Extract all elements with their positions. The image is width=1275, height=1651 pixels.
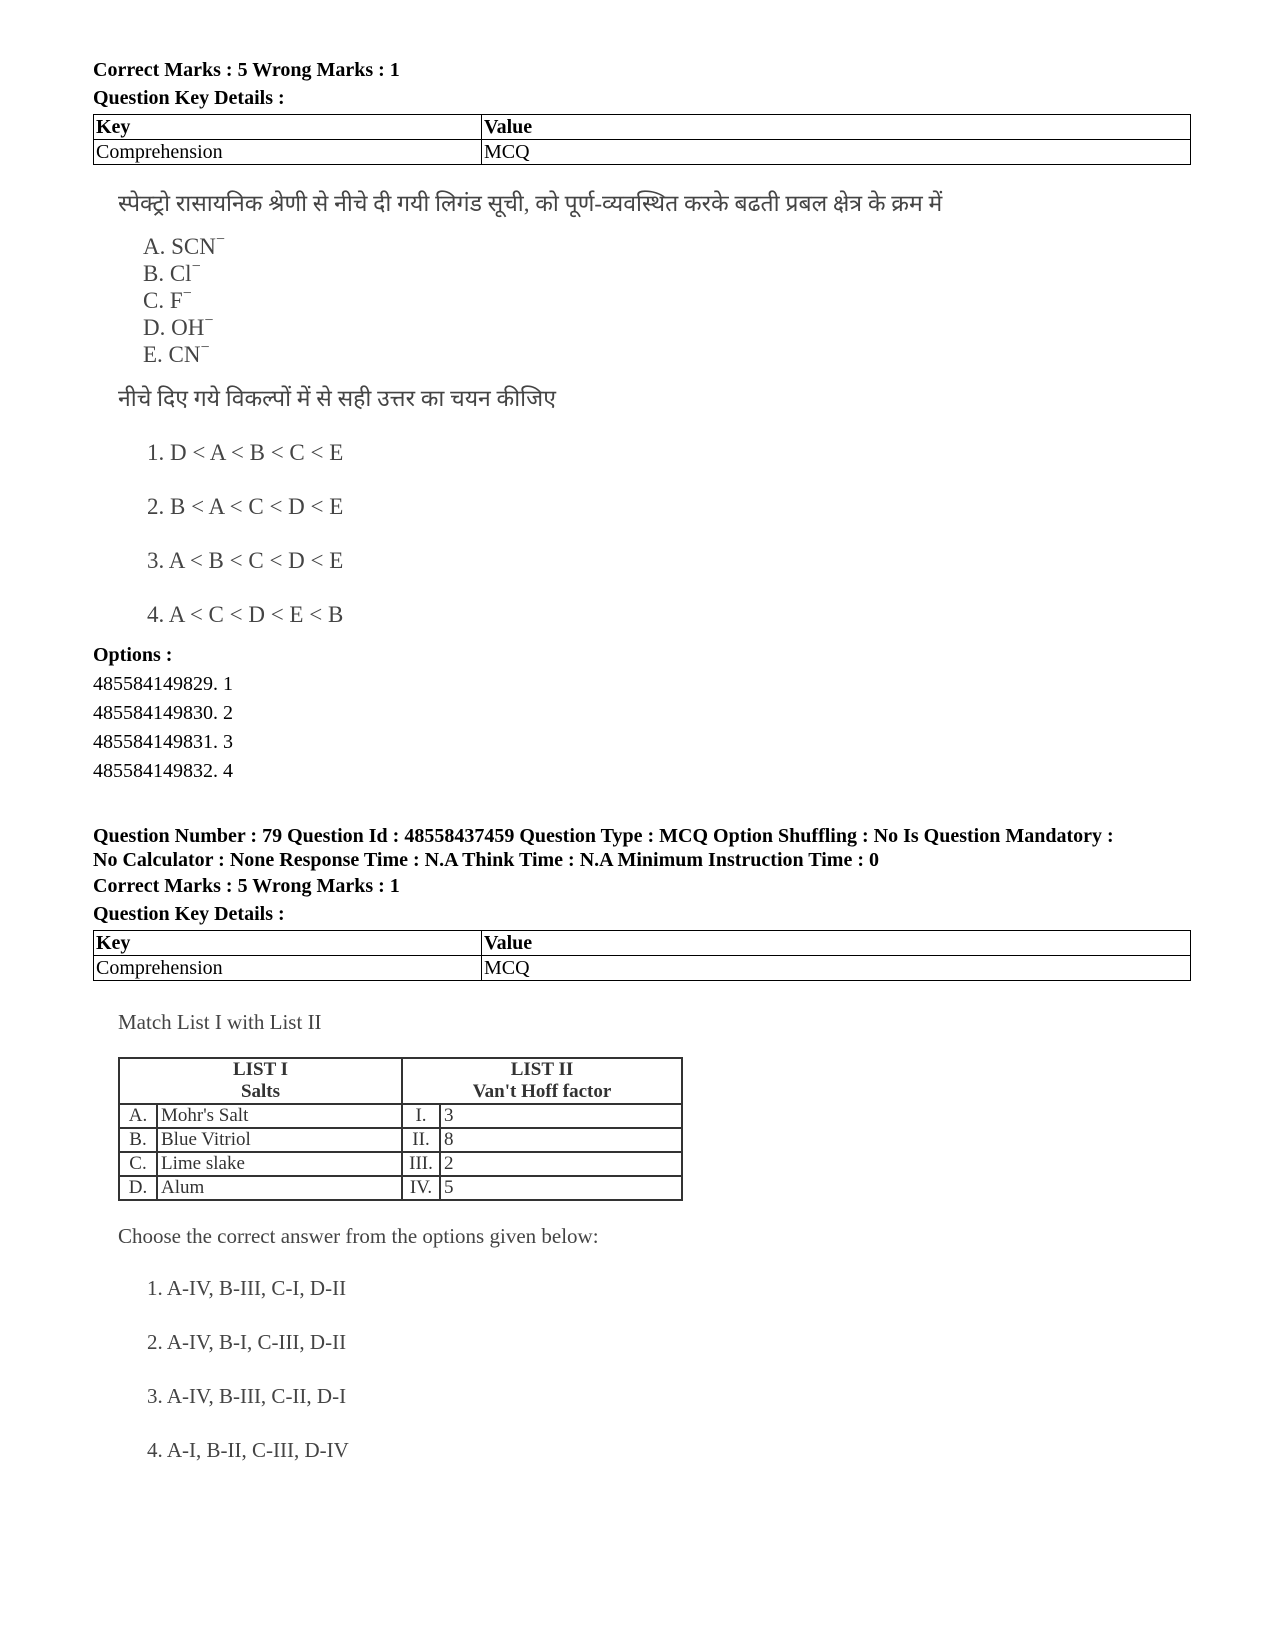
ligand-item: B. Cl−	[143, 258, 201, 286]
answer-choice: 3. A < B < C < D < E	[147, 548, 344, 573]
answer-choice: 1. A-IV, B-III, C-I, D-II	[147, 1276, 347, 1300]
q78-marks: Correct Marks : 5 Wrong Marks : 1	[93, 59, 400, 81]
q79-choose-text: Choose the correct answer from the options given below:	[118, 1224, 599, 1248]
q78-question-image	[118, 189, 1193, 630]
value-cell: MCQ	[482, 956, 1191, 981]
list2-header: LIST II Van't Hoff factor	[402, 1058, 682, 1104]
q78-ligand-list	[143, 233, 1193, 368]
ligand-item: E. CN−	[143, 339, 210, 367]
q78-choose-text: नीचे दिए गये विकल्पों में से सही उत्तर का चयन कीजिए	[118, 386, 556, 411]
answer-choice: 1. D < A < B < C < E	[147, 440, 344, 465]
key-header: Key	[94, 115, 482, 140]
answer-choice: 4. A < C < D < E < B	[147, 602, 344, 627]
key-cell: Comprehension	[94, 140, 482, 165]
key-header: Key	[94, 931, 482, 956]
q79-meta	[93, 824, 1193, 872]
ligand-item: C. F−	[143, 285, 192, 313]
option-item: 485584149829. 1	[93, 673, 233, 695]
value-header: Value	[482, 115, 1191, 140]
q79-key-table	[93, 930, 1191, 981]
value-header: Value	[482, 931, 1191, 956]
list1-header: LIST I Salts	[119, 1058, 402, 1104]
q78-key-details-label: Question Key Details :	[93, 87, 285, 109]
q78-answer-list	[147, 438, 1193, 630]
table-row: B. Blue Vitriol II. 8	[119, 1128, 682, 1152]
q79-meta-line2: No Calculator : None Response Time : N.A Think Time : N.A Minimum Instruction Time : 0	[93, 849, 879, 871]
table-row: C. Lime slake III. 2	[119, 1152, 682, 1176]
table-row: A. Mohr's Salt I. 3	[119, 1104, 682, 1128]
answer-choice: 3. A-IV, B-III, C-II, D-I	[147, 1384, 347, 1408]
q78-key-table	[93, 114, 1191, 165]
page	[93, 56, 1193, 1465]
ligand-item: D. OH−	[143, 312, 214, 340]
option-item: 485584149830. 2	[93, 702, 233, 724]
q79-key-details-label: Question Key Details :	[93, 903, 285, 925]
option-item: 485584149832. 4	[93, 760, 233, 782]
q79-meta-line1: Question Number : 79 Question Id : 48558437459 Question Type : MCQ Option Shuffling : No Is Question Mandatory :	[93, 825, 1114, 847]
q79-marks: Correct Marks : 5 Wrong Marks : 1	[93, 875, 400, 897]
options-label: Options :	[93, 644, 173, 666]
value-cell: MCQ	[482, 140, 1191, 165]
q79-answer-list	[147, 1273, 1193, 1465]
table-row: D. Alum IV. 5	[119, 1176, 682, 1200]
q78-options	[93, 640, 1193, 786]
key-cell: Comprehension	[94, 956, 482, 981]
ligand-item: A. SCN−	[143, 231, 225, 259]
match-list-table	[118, 1057, 683, 1201]
answer-choice: 4. A-I, B-II, C-III, D-IV	[147, 1438, 349, 1462]
q79-question-text: Match List I with List II	[118, 1010, 322, 1034]
q78-question-text: स्पेक्ट्रो रासायनिक श्रेणी से नीचे दी गयी लिगंड सूची, को पूर्ण-व्यवस्थित करके बढती प्रबल क्षेत्र के क्रम में	[118, 191, 943, 216]
answer-choice: 2. B < A < C < D < E	[147, 494, 344, 519]
q79-question-image	[118, 1007, 1193, 1465]
answer-choice: 2. A-IV, B-I, C-III, D-II	[147, 1330, 347, 1354]
option-item: 485584149831. 3	[93, 731, 233, 753]
